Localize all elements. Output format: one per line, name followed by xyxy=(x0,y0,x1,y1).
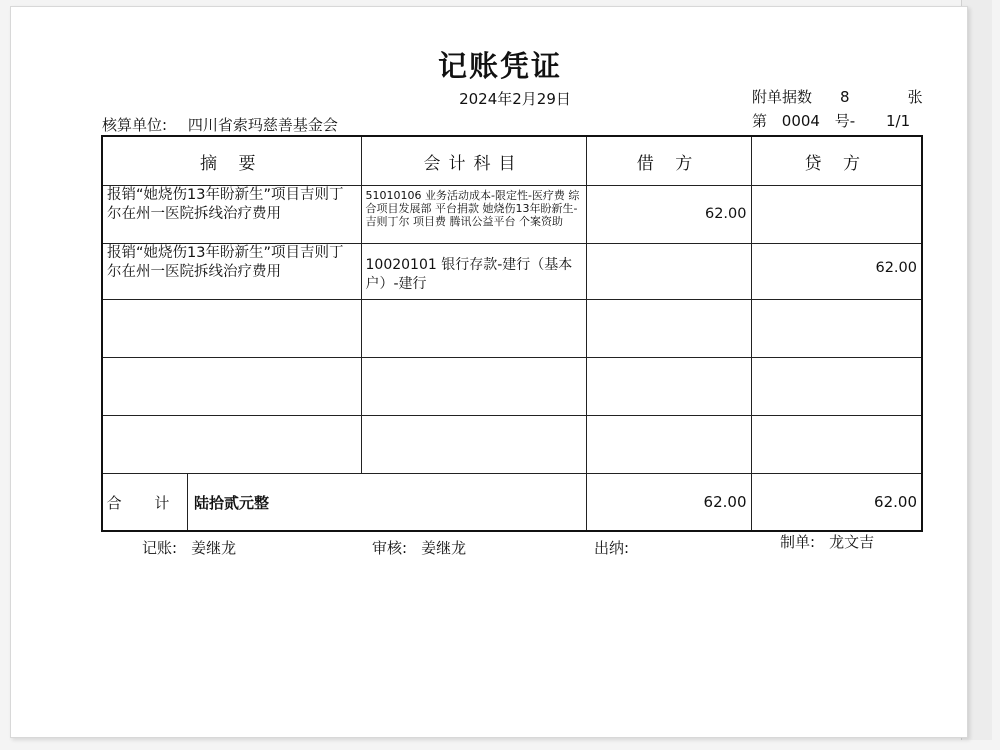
empty-row xyxy=(102,358,922,416)
voucher-number xyxy=(752,110,920,131)
total-debit: 62.00 xyxy=(586,474,751,532)
preparer xyxy=(780,531,874,552)
table-row xyxy=(102,186,922,244)
attachment-number: 8 xyxy=(840,88,850,106)
table-row xyxy=(102,244,922,300)
row-debit xyxy=(586,244,751,300)
total-credit: 62.00 xyxy=(751,474,922,532)
preparer-label: 制单: xyxy=(780,533,816,551)
total-label: 合 计 xyxy=(103,474,188,530)
attachment-count xyxy=(752,86,923,107)
bookkeeper-name: 姜继龙 xyxy=(191,539,237,557)
cashier-label: 出纳: xyxy=(594,539,630,557)
reviewer-name: 姜继龙 xyxy=(421,539,467,557)
reviewer-label: 审核: xyxy=(372,539,408,557)
attachment-label: 附单据数 xyxy=(752,88,813,106)
voucher-date: 2024年2月29日 xyxy=(459,90,571,108)
header-debit: 借 方 xyxy=(586,136,751,186)
bookkeeper-label: 记账: xyxy=(142,539,178,557)
empty-row xyxy=(102,416,922,474)
bookkeeper xyxy=(142,537,236,558)
header-summary: 摘 要 xyxy=(102,136,361,186)
accounting-entity xyxy=(102,114,338,135)
entity-label: 核算单位: xyxy=(102,116,168,134)
header-account: 会计科目 xyxy=(361,136,586,186)
row-summary: 报销“她烧伤13年盼新生”项目吉则丁尔在州一医院拆线治疗费用 xyxy=(102,186,361,244)
table-header-row xyxy=(102,136,922,186)
total-amount-words: 陆拾贰元整 xyxy=(194,493,270,512)
cashier xyxy=(594,537,643,558)
row-summary: 报销“她烧伤13年盼新生”项目吉则丁尔在州一医院拆线治疗费用 xyxy=(102,244,361,300)
header-credit: 贷 方 xyxy=(751,136,922,186)
row-credit xyxy=(751,186,922,244)
row-debit: 62.00 xyxy=(586,186,751,244)
row-credit: 62.00 xyxy=(751,244,922,300)
preparer-name: 龙文吉 xyxy=(829,533,875,551)
voucher-title: 记账凭证 xyxy=(437,49,562,83)
row-account: 51010106 业务活动成本-限定性-医疗费 综合项目发展部 平台捐款 她烧伤13年盼新生-吉则丁尔 项目费 腾讯公益平台 个案资助 xyxy=(361,186,586,244)
voucher-prefix: 第 xyxy=(752,112,768,130)
voucher-number-value: 0004 xyxy=(781,112,820,130)
reviewer xyxy=(372,537,466,558)
entity-name: 四川省索玛慈善基金会 xyxy=(187,116,338,134)
total-row xyxy=(102,474,922,532)
row-account: 10020101 银行存款-建行（基本户）-建行 xyxy=(361,244,586,300)
empty-row xyxy=(102,300,922,358)
attachment-unit: 张 xyxy=(907,88,923,106)
voucher-suffix: 号- xyxy=(834,112,856,130)
voucher-page: 1/1 xyxy=(885,112,911,130)
voucher-table xyxy=(101,135,923,532)
